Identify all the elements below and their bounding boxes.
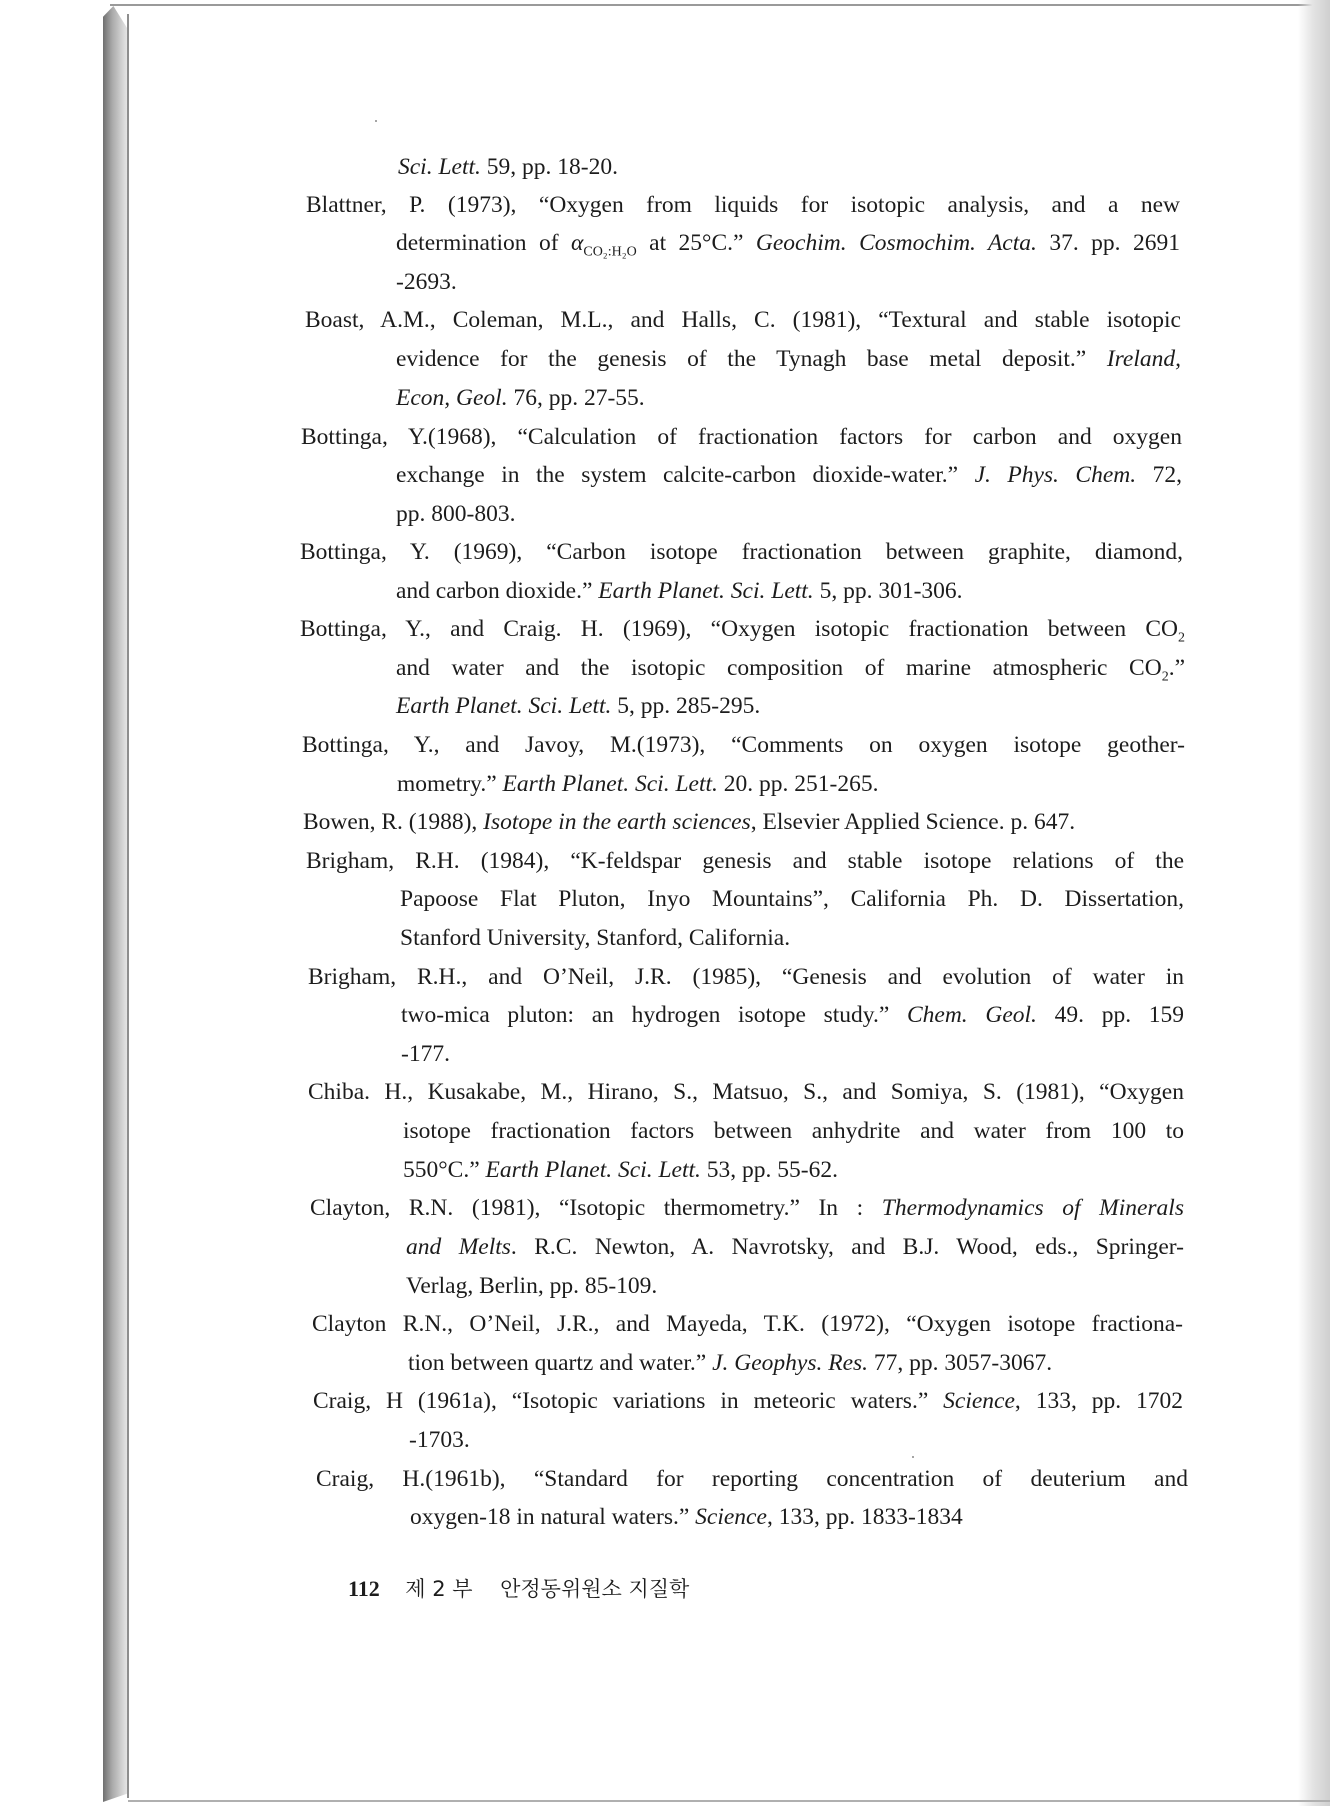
text-segment: 59, pp. 18-20. — [480, 154, 618, 180]
italic-text: Earth Planet. Sci. Lett. — [396, 693, 612, 719]
text-segment: .” — [1168, 655, 1185, 681]
text-segment: exchange in the system calcite-carbon dioxide-water.” — [396, 462, 975, 488]
text-segment: Blattner, P. (1973), “Oxygen from liquids for isotopic analysis, and a new — [306, 192, 1180, 218]
reference-line — [406, 1232, 1184, 1262]
reference-line — [396, 576, 963, 606]
text-segment: Brigham, R.H. (1984), “K-feldspar genesis and stable isotope relations of the — [306, 848, 1184, 874]
reference-line — [400, 884, 1184, 914]
text-segment: Craig, H.(1961b), “Standard for reporting concentration of deuterium and — [316, 1466, 1188, 1492]
text-segment: -2693. — [396, 269, 457, 295]
text-segment: and water and the isotopic composition of marine atmospheric CO — [396, 655, 1162, 681]
book-title: 안정동위원소 지질학 — [500, 1577, 690, 1601]
text-segment: 77, pp. 3057-3067. — [868, 1350, 1053, 1376]
text-segment: and carbon dioxide.” — [396, 578, 599, 604]
text-segment: 53, pp. 55-62. — [700, 1157, 838, 1183]
reference-line — [313, 1386, 1183, 1416]
text-segment: 5, pp. 285-295. — [611, 693, 761, 719]
text-segment: Clayton, R.N. (1981), “Isotopic thermometry.” In : — [310, 1195, 882, 1221]
text-segment: Bottinga, Y.(1968), “Calculation of fractionation factors for carbon and oxygen — [301, 424, 1182, 450]
text-segment: Bottinga, Y., and Craig. H. (1969), “Oxygen isotopic fractionation between CO — [300, 616, 1178, 642]
italic-text: Chem. Geol. — [906, 1002, 1037, 1028]
italic-text: Earth Planet. Sci. Lett. — [502, 771, 718, 797]
reference-line — [398, 152, 618, 182]
reference-line — [308, 1077, 1184, 1107]
reference-line — [396, 383, 645, 413]
reference-line — [403, 1116, 1184, 1146]
text-segment: CO₂:H₂O — [583, 244, 637, 260]
text-segment: Boast, A.M., Coleman, M.L., and Halls, C. (1981), “Textural and stable isotopic — [305, 307, 1181, 333]
text-segment: 550°C.” — [403, 1157, 486, 1183]
italic-text: Geochim. Cosmochim. Acta. — [755, 230, 1037, 256]
reference-line — [300, 537, 1183, 567]
text-segment: evidence for the genesis of the Tynagh base metal deposit.” — [396, 346, 1107, 372]
reference-line — [302, 730, 1185, 760]
reference-line — [410, 1502, 963, 1532]
text-segment: Stanford University, Stanford, California. — [400, 925, 791, 951]
reference-line — [300, 614, 1185, 644]
text-segment: 49. pp. 159 — [1036, 1002, 1184, 1028]
part-label: 제 2 부 — [405, 1577, 473, 1601]
reference-line — [308, 962, 1184, 992]
text-segment: -177. — [401, 1041, 450, 1067]
reference-line — [396, 344, 1181, 374]
text-segment: oxygen-18 in natural waters.” — [410, 1504, 696, 1530]
reference-line — [409, 1425, 470, 1455]
reference-line — [305, 305, 1181, 335]
reference-line — [312, 1309, 1183, 1339]
reference-line — [400, 923, 790, 953]
italic-text: and Melts — [406, 1234, 511, 1260]
text-segment: 2 — [1161, 669, 1169, 685]
text-segment: 20. pp. 251-265. — [717, 771, 879, 797]
reference-line — [316, 1464, 1188, 1494]
text-segment: 37. pp. 2691 — [1036, 230, 1181, 256]
reference-line — [396, 228, 1180, 258]
page-footer — [348, 1573, 689, 1605]
reference-line — [310, 1193, 1184, 1223]
italic-text: J. Geophys. Res. — [712, 1350, 869, 1376]
text-segment: Brigham, R.H., and O’Neil, J.R. (1985), “Genesis and evolution of water in — [308, 964, 1184, 990]
reference-line — [396, 691, 760, 721]
text-segment: isotope fractionation factors between anhydrite and water from 100 to — [403, 1118, 1184, 1144]
reference-line — [303, 807, 1075, 837]
italic-text: α — [571, 230, 584, 256]
text-segment: Clayton R.N., O’Neil, J.R., and Mayeda, T.K. (1972), “Oxygen isotope fractiona- — [312, 1311, 1183, 1337]
italic-text: Econ, Geol. — [396, 385, 508, 411]
text-segment: Bowen, R. (1988), — [303, 809, 484, 835]
reference-line — [306, 190, 1180, 220]
reference-line — [396, 653, 1185, 683]
italic-text: J. Phys. Chem. — [974, 462, 1137, 488]
text-segment: at 25°C.” — [636, 230, 756, 256]
text-segment: 5, pp. 301-306. — [813, 578, 963, 604]
text-segment: Craig, H (1961a), “Isotopic variations in meteoric waters.” — [313, 1388, 944, 1414]
text-segment: Bottinga, Y., and Javoy, M.(1973), “Comments on oxygen isotope geother- — [302, 732, 1185, 758]
italic-text: Thermodynamics of Minerals — [881, 1195, 1184, 1221]
text-segment: Verlag, Berlin, pp. 85-109. — [406, 1273, 658, 1299]
text-segment: two-mica pluton: an hydrogen isotope study.” — [401, 1002, 907, 1028]
reference-line — [401, 1000, 1184, 1030]
reference-line — [396, 267, 457, 297]
reference-line — [403, 1155, 838, 1185]
text-segment: , 133, pp. 1833-1834 — [766, 1504, 963, 1530]
italic-text: Science — [695, 1504, 767, 1530]
text-segment: 2 — [1178, 630, 1185, 646]
reference-line — [406, 1271, 657, 1301]
reference-line — [396, 460, 1182, 490]
italic-text: Earth Planet. Sci. Lett. — [485, 1157, 701, 1183]
text-segment: 72, — [1136, 462, 1182, 488]
text-segment: 76, pp. 27-55. — [507, 385, 645, 411]
italic-text: Sci. Lett. — [398, 154, 481, 180]
reference-line — [408, 1348, 1052, 1378]
reference-line — [397, 769, 878, 799]
text-segment: Chiba. H., Kusakabe, M., Hirano, S., Matsuo, S., and Somiya, S. (1981), “Oxygen — [308, 1079, 1184, 1105]
text-segment: Papoose Flat Pluton, Inyo Mountains”, California Ph. D. Dissertation, — [400, 886, 1184, 912]
reference-line — [301, 422, 1182, 452]
text-segment: determination of — [396, 230, 572, 256]
text-segment: , Elsevier Applied Science. p. 647. — [750, 809, 1076, 835]
italic-text: Isotope in the earth sciences — [483, 809, 751, 835]
italic-text: Earth Planet. Sci. Lett. — [598, 578, 814, 604]
text-segment: Bottinga, Y. (1969), “Carbon isotope fractionation between graphite, diamond, — [300, 539, 1183, 565]
text-segment: pp. 800-803. — [396, 501, 516, 527]
text-segment: , 133, pp. 1702 — [1014, 1388, 1183, 1414]
italic-text: Science — [943, 1388, 1015, 1414]
italic-text: Ireland, — [1106, 346, 1181, 372]
text-segment: mometry.” — [397, 771, 503, 797]
text-segment: . R.C. Newton, A. Navrotsky, and B.J. Wood, eds., Springer- — [510, 1234, 1184, 1260]
text-segment: -1703. — [409, 1427, 470, 1453]
reference-line — [396, 499, 515, 529]
reference-line — [401, 1039, 450, 1069]
reference-line — [306, 846, 1184, 876]
page-number: 112 — [348, 1576, 380, 1601]
text-segment: tion between quartz and water.” — [408, 1350, 713, 1376]
